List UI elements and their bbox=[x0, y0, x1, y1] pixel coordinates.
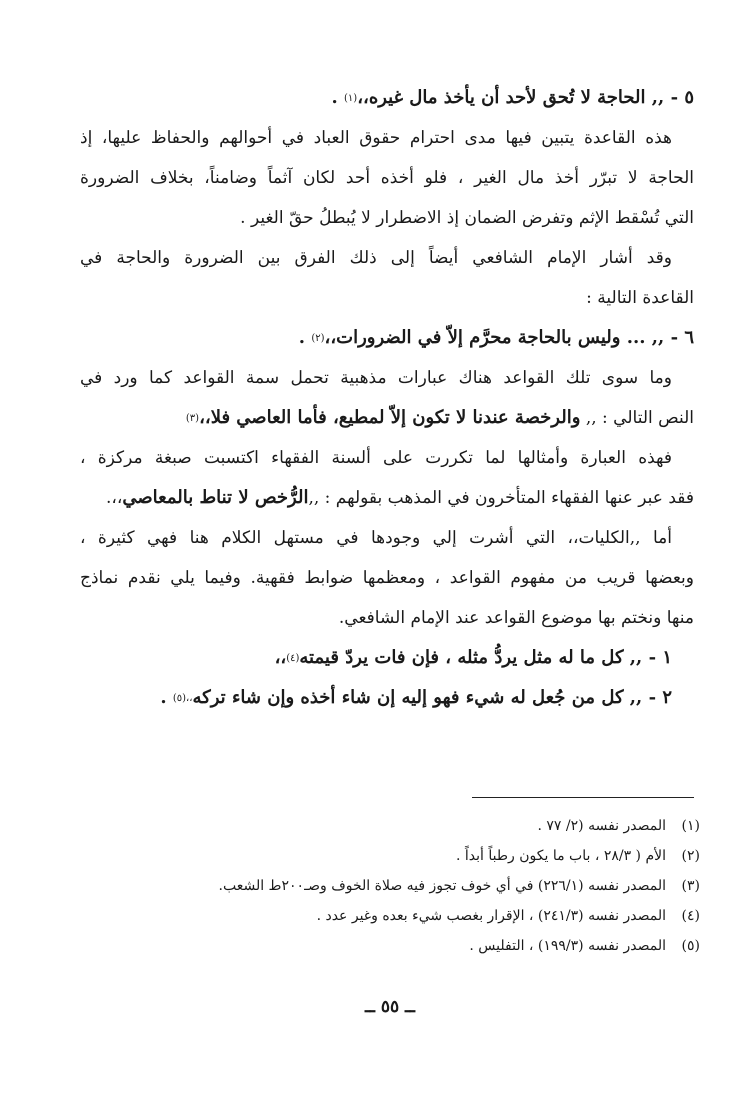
paragraph-4-line-2 bbox=[80, 478, 694, 518]
paragraph-5-line-1: أما ,,الكليات،، التي أشرت إلي وجودها في مستهل الكلام هنا فهي كثيرة ، bbox=[80, 528, 672, 548]
item-2-number: ٢ - ,, bbox=[623, 687, 672, 708]
page-number: ــ ٥٥ ــ bbox=[364, 997, 416, 1017]
rule-5-text: الحاجة لا تُحق لأحد أن يأخذ مال غيره،، bbox=[357, 87, 646, 108]
maxim-intro: فقد عبر عنها الفقهاء المتأخرون في المذهب بقولهم : ,, bbox=[308, 488, 694, 508]
item-1-text: كل ما له مثل يردُّ مثله ، فإن فات يردّ قيمته bbox=[299, 647, 624, 668]
item-2-text: كل من جُعل له شيء فهو إليه إن شاء أخذه وإن شاء تركه bbox=[192, 687, 624, 708]
quoted-rule: والرخصة عندنا لا تكون إلاّ لمطيع، فأما العاصي فلا،، bbox=[199, 407, 581, 428]
item-1-number: ١ - ,, bbox=[623, 647, 672, 668]
footnote-separator bbox=[472, 797, 694, 798]
rule-6-text: وليس بالحاجة محرَّم إلاّ في الضرورات،، bbox=[324, 327, 621, 348]
footnote-text: المصدر نفسه (٢/ ٧٧ . bbox=[537, 818, 666, 834]
footnote-text: المصدر نفسه (٢٢٦/١) في أي خوف تجوز فيه صلاة الخوف وصـ٢٠٠ط الشعب. bbox=[218, 878, 666, 894]
quote-intro: النص التالي : ,, bbox=[580, 408, 694, 428]
rule-6-line bbox=[80, 318, 694, 358]
footnote bbox=[80, 841, 700, 871]
rule-6-number: ٦ - ,, ... bbox=[620, 327, 694, 348]
paragraph-2-line-1: وقد أشار الإمام الشافعي أيضاً إلى ذلك الفرق بين الضرورة والحاجة في bbox=[80, 248, 672, 268]
footnote-text: الأم ( ٢٨/٣ ، باب ما يكون رطباً أبداً . bbox=[456, 848, 666, 864]
paragraph-3-line-1: وما سوى تلك القواعد هناك عبارات مذهبية تحمل سمة القواعد كما ورد في bbox=[80, 368, 672, 388]
paragraph-2-line-2: القاعدة التالية : bbox=[586, 288, 694, 308]
footnote-number: (٥) bbox=[681, 938, 700, 954]
footnote bbox=[80, 931, 700, 961]
paragraph-1-line-2: الحاجة لا تبرّر أخذ مال الغير ، فلو أخذه أحد لكان آثماً وضامناً، بخلاف الضرورة bbox=[80, 168, 694, 188]
maxim-end: ،،. bbox=[105, 488, 123, 508]
paragraph-4-line-1: فهذه العبارة وأمثالها لما تكررت على ألسنة الفقهاء اكتسبت صبغة مركزة ، bbox=[80, 448, 672, 468]
footnote-ref-4: (٤) bbox=[286, 653, 300, 664]
footnote bbox=[80, 811, 700, 841]
footnotes bbox=[80, 811, 700, 961]
paragraph-1-line-1: هذه القاعدة يتبين فيها مدى احترام حقوق العباد في أحوالهم والحفاظ عليها، إذ bbox=[80, 128, 672, 148]
footnote-ref-2: (٢) bbox=[311, 333, 325, 344]
footnote-number: (٣) bbox=[681, 878, 700, 894]
rule-5-line bbox=[80, 78, 694, 118]
paragraph-1-line-3: التي تُسْقط الإثم وتفرض الضمان إذ الاضطرار لا يُبطلُ حقّ الغير . bbox=[240, 208, 694, 228]
footnote bbox=[80, 901, 700, 931]
rule-list-item-1 bbox=[80, 638, 694, 678]
rule-5-number: ٥ - ,, bbox=[645, 87, 694, 108]
footnote-ref-1: (١) bbox=[344, 93, 358, 104]
item-2-end: . bbox=[160, 687, 173, 708]
rule-5-end: . bbox=[331, 87, 345, 108]
footnote-text: المصدر نفسه (١٩٩/٣) ، التفليس . bbox=[469, 938, 666, 954]
maxim-text: الرُّخص لا تناط بالمعاصي bbox=[122, 487, 309, 508]
footnote-ref-3: (٣) bbox=[185, 413, 200, 424]
paragraph-3-line-2 bbox=[80, 398, 694, 438]
footnote-number: (٢) bbox=[681, 848, 700, 864]
rule-6-end: . bbox=[298, 327, 312, 348]
item-1-end: ،، bbox=[274, 647, 287, 668]
footnote-number: (١) bbox=[681, 818, 700, 834]
paragraph-5-line-3: منها ونختم بها موضوع القواعد عند الإمام الشافعي. bbox=[338, 608, 694, 628]
footnote-text: المصدر نفسه (٢٤١/٣) ، الإقرار بغصب شيء بعده وغير عدد . bbox=[316, 908, 666, 924]
footnote bbox=[80, 871, 700, 901]
paragraph-5-line-2: وبعضها قريب من مفهوم القواعد ، ومعظمها ضوابط فقهية. وفيما يلي نقدم نماذج bbox=[80, 568, 694, 588]
rule-list-item-2 bbox=[80, 678, 694, 718]
footnote-ref-5: ،،(٥) bbox=[172, 693, 193, 704]
page-body bbox=[80, 78, 694, 718]
footnote-number: (٤) bbox=[681, 908, 700, 924]
